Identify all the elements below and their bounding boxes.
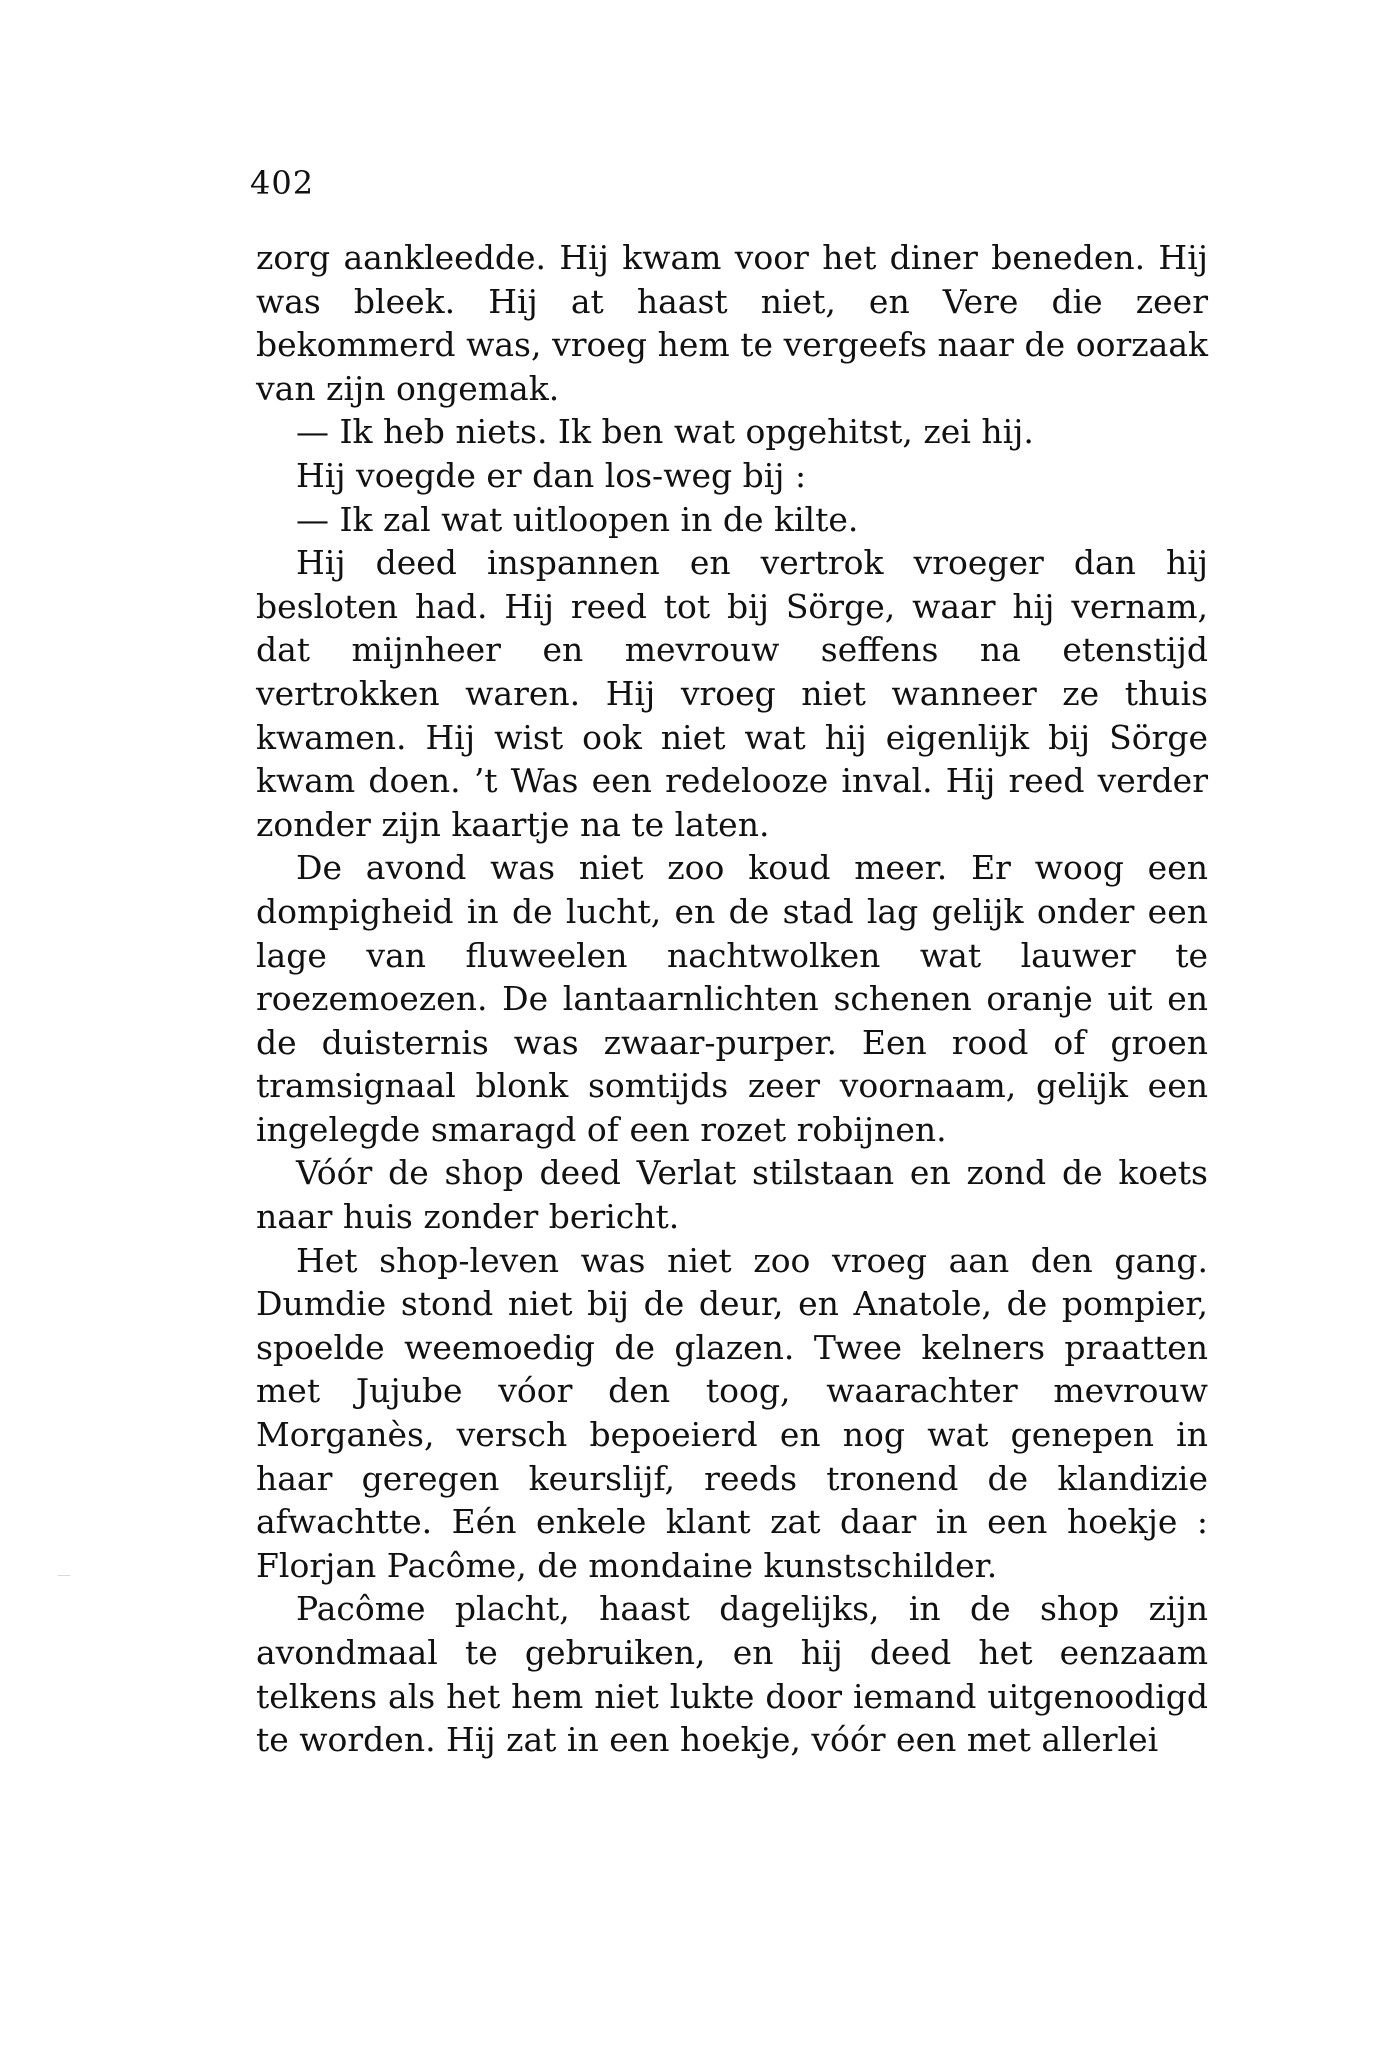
body-text xyxy=(256,236,1208,1762)
paragraph: Vóór de shop deed Verlat stilstaan en zond de koets naar huis zonder bericht. xyxy=(256,1153,1208,1237)
margin-mark xyxy=(58,1575,70,1576)
paragraph: De avond was niet zoo koud meer. Er woog een dompigheid in de lucht, en de stad lag gelijk onder een lage van fluweelen nachtwolken wat lauwer te roezemoezen. De lantaarnlichten schenen oranje uit en de duisternis was zwaar-purper. Een rood of groen tramsignaal blonk somtijds zeer voornaam, gelijk een ingelegde smaragd of een rozet robijnen. xyxy=(256,848,1208,1149)
page-number: 402 xyxy=(250,164,315,202)
paragraph: Het shop-leven was niet zoo vroeg aan den gang. Dumdie stond niet bij de deur, en Anatole, de pompier, spoelde weemoedig de glazen. Twee kelners praatten met Jujube vóor den toog, waarachter mevrouw Morganès, versch bepoeierd en nog wat genepen in haar geregen keurslijf, reeds tronend de klandizie afwachtte. Eén enkele klant zat daar in een hoekje : Florjan Pacôme, de mondaine kunstschilder. xyxy=(256,1240,1208,1585)
paragraph: Hij deed inspannen en vertrok vroeger dan hij besloten had. Hij reed tot bij Sörge, waar hij vernam, dat mijnheer en mevrouw seffens na etenstijd vertrokken waren. Hij vroeg niet wanneer ze thuis kwamen. Hij wist ook niet wat hij eigenlijk bij Sörge kwam doen. ’t Was een redelooze inval. Hij reed verder zonder zijn kaartje na te laten. xyxy=(256,543,1208,844)
paragraph: Pacôme placht, haast dagelijks, in de shop zijn avondmaal te gebruiken, en hij deed het eenzaam telkens als het hem niet lukte door iemand uitgenoodigd te worden. Hij zat in een hoekje, vóór een met allerlei xyxy=(256,1589,1208,1760)
paragraph: Hij voegde er dan los-weg bij : xyxy=(296,455,807,495)
paragraph: zorg aankleedde. Hij kwam voor het diner beneden. Hij was bleek. Hij at haast niet, en Vere die zeer bekommerd was, vroeg hem te vergeefs naar de oorzaak van zijn ongemak. xyxy=(256,238,1208,408)
dialogue-line: — Ik heb niets. Ik ben wat opgehitst, zei hij. xyxy=(296,412,1034,452)
dialogue-line: — Ik zal wat uitloopen in de kilte. xyxy=(296,499,859,539)
